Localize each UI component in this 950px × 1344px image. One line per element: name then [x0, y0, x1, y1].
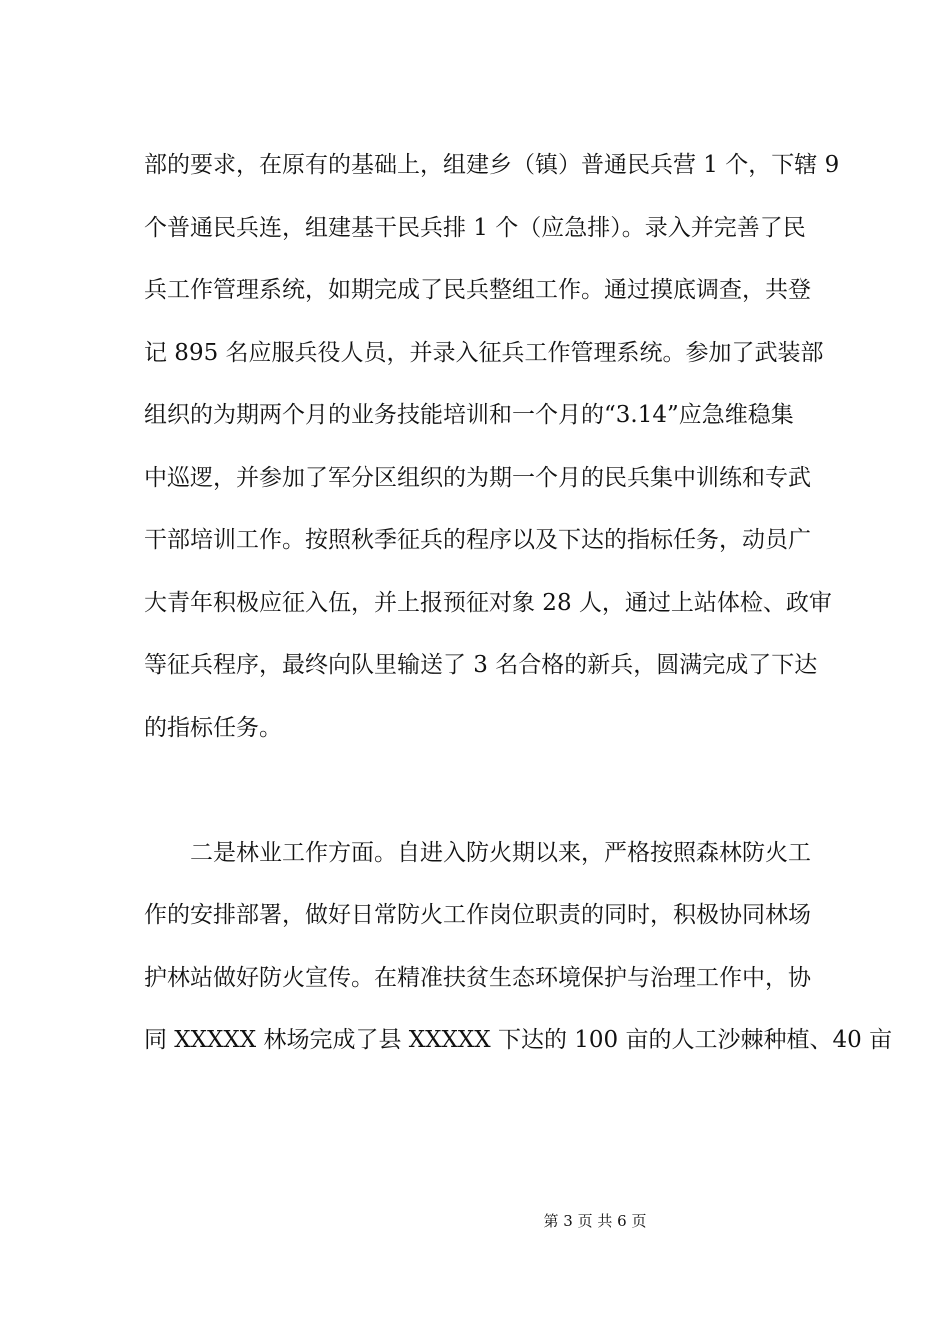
text-line: 组织的为期两个月的业务技能培训和一个月的“3.14”应急维稳集 — [144, 402, 794, 428]
text-line: 等征兵程序，最终向队里输送了 3 名合格的新兵，圆满完成了下达 — [144, 652, 818, 678]
text-line: 二是林业工作方面。自进入防火期以来，严格按照森林防火工 — [144, 839, 811, 866]
text-line: 护林站做好防火宣传。在精准扶贫生态环境保护与治理工作中，协 — [144, 964, 811, 991]
text-line: 的指标任务。 — [144, 714, 282, 741]
text-line: 部的要求，在原有的基础上，组建乡（镇）普通民兵营 1 个，下辖 9 — [144, 152, 840, 178]
document-body — [144, 134, 893, 1072]
text-line: 兵工作管理系统，如期完成了民兵整组工作。通过摸底调查，共登 — [144, 277, 811, 303]
text-line: 个普通民兵连，组建基干民兵排 1 个（应急排）。录入并完善了民 — [144, 214, 806, 241]
paragraph-gap — [144, 759, 810, 822]
page-number: 第 3 页 共 6 页 — [543, 1212, 647, 1230]
text-line: 记 895 名应服兵役人员，并录入征兵工作管理系统。参加了武装部 — [144, 339, 824, 366]
text-line: 同 XXXXX 林场完成了县 XXXXX 下达的 100 亩的人工沙棘种植、40 亩 — [144, 1027, 893, 1053]
text-line: 干部培训工作。按照秋季征兵的程序以及下达的指标任务，动员广 — [144, 527, 811, 553]
text-line: 作的安排部署，做好日常防火工作岗位职责的同时，积极协同林场 — [144, 902, 811, 928]
text-line: 中巡逻，并参加了军分区组织的为期一个月的民兵集中训练和专武 — [144, 464, 811, 491]
text-line: 大青年积极应征入伍，并上报预征对象 28 人，通过上站体检、政审 — [144, 589, 832, 616]
